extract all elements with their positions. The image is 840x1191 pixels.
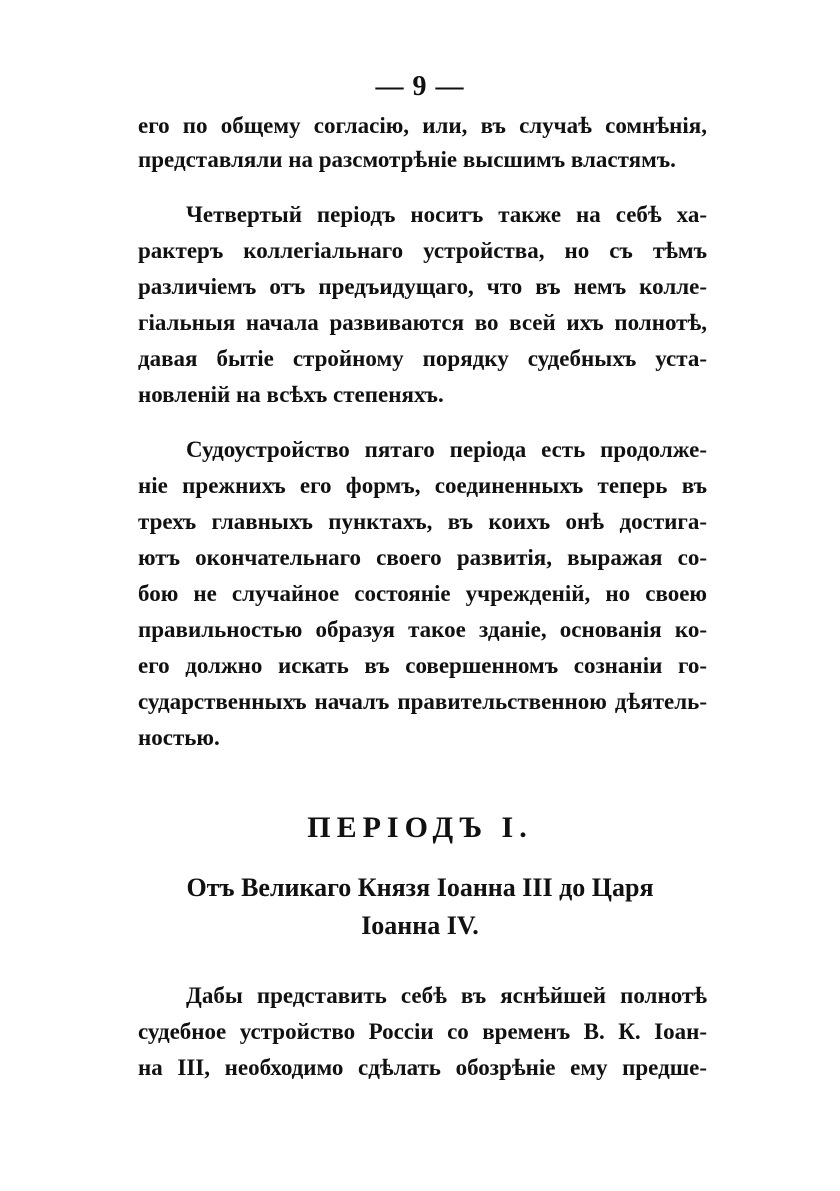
- section-subtitle-line: Іоанна IV.: [361, 911, 479, 940]
- text-line: трехъ главныхъ пунктахъ, въ коихъ онѣ достига-: [138, 509, 707, 534]
- text-line: ностью.: [138, 725, 220, 750]
- text-line: Четвертый періодъ носитъ также на себѣ ха-: [186, 202, 707, 227]
- text-line: ютъ окончательнаго своего развитія, выражая со-: [138, 545, 707, 570]
- text-line: бою не случайное состояніе учрежденій, но своею: [138, 581, 707, 606]
- page-number: — 9 —: [375, 71, 465, 102]
- text-line: сударственныхъ началъ правительственною дѣятель-: [138, 689, 707, 714]
- text-line: его по общему согласію, или, въ случаѣ сомнѣнія,: [138, 113, 707, 138]
- section-title: ПЕРІОДЪ I.: [307, 811, 533, 844]
- text-line: новленій на всѣхъ степеняхъ.: [138, 382, 444, 407]
- text-line: Дабы представить себѣ въ яснѣйшей полнотѣ: [186, 983, 707, 1008]
- text-line: его должно искать въ совершенномъ сознаніи го-: [138, 653, 707, 678]
- text-line: правильностью образуя такое зданіе, основанія ко-: [138, 617, 707, 642]
- text-line: представляли на разсмотрѣніе высшимъ властямъ.: [138, 147, 676, 172]
- text-line: давая бытіе стройному порядку судебныхъ уста-: [138, 346, 707, 371]
- text-line: различіемъ отъ предъидущаго, что въ немъ колле-: [138, 274, 707, 299]
- text-line: гіальныя начала развиваются во всей ихъ полнотѣ,: [138, 310, 707, 335]
- section-subtitle-line: Отъ Великаго Князя Іоанна III до Царя: [186, 873, 654, 902]
- text-line: ніе прежнихъ его формъ, соединенныхъ теперь въ: [138, 473, 707, 498]
- text-line: судебное устройство Россіи со временъ В. К. Іоан-: [138, 1019, 707, 1044]
- text-line: Судоустройство пятаго періода есть продолже-: [186, 437, 707, 462]
- text-line: на III, необходимо сдѣлать обозрѣніе ему предше-: [138, 1055, 707, 1080]
- text-line: рактеръ коллегіальнаго устройства, но съ тѣмъ: [138, 238, 707, 263]
